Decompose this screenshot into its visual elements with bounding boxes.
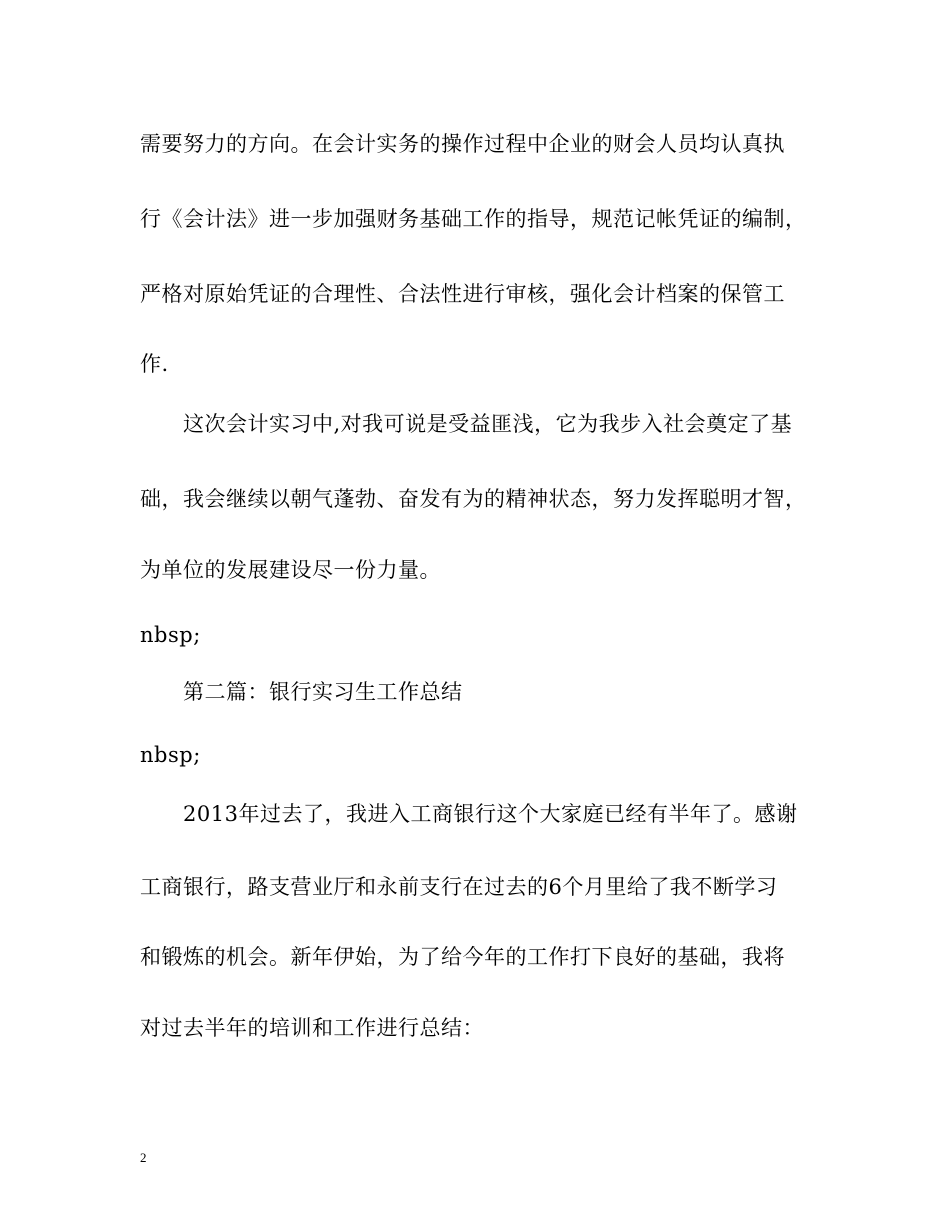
- text-line: 严格对原始凭证的合理性、合法性进行审核，强化会计档案的保管工: [140, 282, 785, 306]
- text-line: 础，我会继续以朝气蓬勃、奋发有为的精神状态，努力发挥聪明才智，: [140, 487, 807, 511]
- text-line: nbsp;: [140, 623, 201, 647]
- section-heading: 第二篇：银行实习生工作总结: [183, 680, 463, 704]
- text-line: 工商银行，路支营业厅和永前支行在过去的6个月里给了我不断学习: [140, 875, 778, 899]
- text-line: 行《会计法》进一步加强财务基础工作的指导，规范记帐凭证的编制，: [140, 207, 807, 231]
- page-number: 2: [140, 1150, 147, 1165]
- text-line: nbsp;: [140, 743, 201, 767]
- text-line: 为单位的发展建设尽一份力量。: [140, 558, 441, 582]
- paragraph-first-line: 这次会计实习中,对我可说是受益匪浅，它为我步入社会奠定了基: [183, 412, 793, 436]
- text-line: 需要努力的方向。在会计实务的操作过程中企业的财会人员均认真执: [140, 132, 785, 156]
- text-line: 和锻炼的机会。新年伊始，为了给今年的工作打下良好的基础，我将: [140, 945, 785, 969]
- text-line: 作.: [140, 352, 169, 376]
- text-line: 对过去半年的培训和工作进行总结：: [140, 1016, 484, 1040]
- paragraph-first-line: 2013年过去了，我进入工商银行这个大家庭已经有半年了。感谢: [183, 802, 798, 826]
